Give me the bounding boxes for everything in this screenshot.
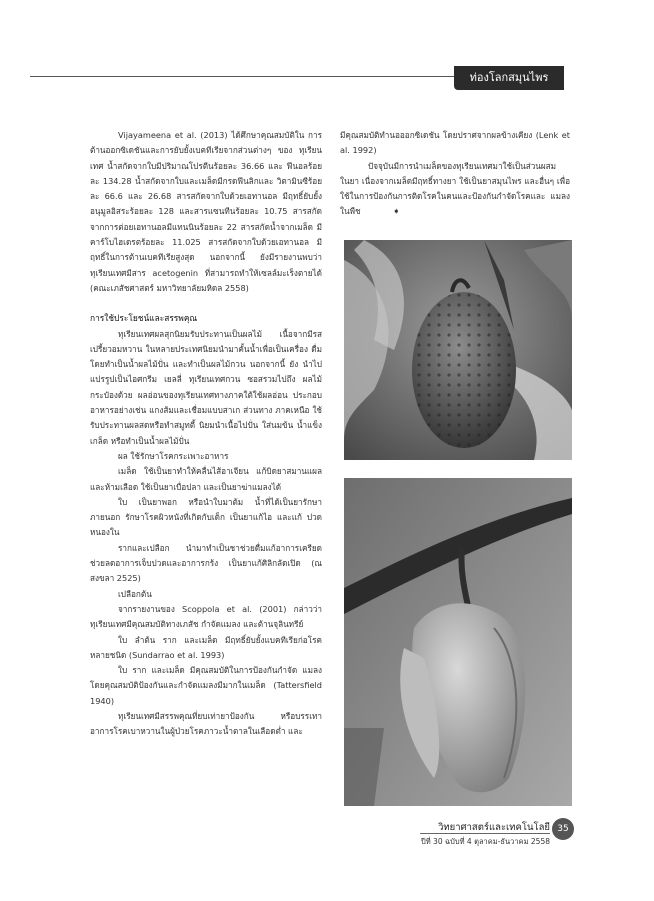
paragraph-uses: ทุเรียนเทศผลสุกนิยมรับประทานเป็นผลไม้ เนื้อจากมีรส เปรี้ยวอมหวาน ในหลายประเทศนิยมนำมาคั้นน้ำเพื่อเป็นเครื่อง ดื่ม โดยทำเป็นน้ำผลไม้ปั่น และทำเป็นผลไม้กวน นอกจากนี้ ยัง นำไปแปรรูปเป็นไอศกรีม เยลลี่ ทุเรียนเทศกวน ซอสรวมไปถึง ผลไม้กระป๋องด้วย ผลอ่อนของทุเรียนเทศทางภาคใต้ใช้ผลอ่อน ประกอบอาหารอย่างเช่น แกงส้มและเชื่อมแบบสาเก ส่วนทาง ภาคเหนือ ใช้รับประทานผลสดหรือทำสมูทตี้ นิยมนำเนื้อไปปั่น ใส่นมข้น น้ำแข็งเกล็ด หรือทำเป็นน้ำผลไม้ปั่น	[90, 328, 322, 446]
right-column	[340, 128, 570, 221]
flower-illustration	[344, 478, 572, 806]
paragraph-diabetes: ทุเรียนเทศมีสรรพคุณที่ยบเท่ายาป้องกัน หรือบรรเทา อาการโรคเบาหวานในผู้ป่วยโรคภาวะน้ำตาลในเลือดต่ำ และ	[90, 710, 322, 737]
paragraph-continued: มีคุณสมบัติทำนอออกซิเดชัน โดยปราศจากผลข้างเคียง (Lenk et al. 1992)	[340, 130, 570, 156]
paragraph-scoppola: จากรายงานของ Scoppola et al. (2001) กล่าวว่า ทุเรียนเทศมีคุณสมบัติทางเภสัช กำจัดแมลง และต้านจุลินทรีย์	[90, 603, 322, 630]
paragraph-tattersfield: ใบ ราก และเมล็ด มีคุณสมบัติในการป้องกันกำจัด แมลง โดยคุณสมบัติป้องกันและกำจัดแมลงมีมากในเมล็ด (Tattersfield 1940)	[90, 665, 322, 706]
paragraph-current-use: ปัจจุบันมีการนำเมล็ดของทุเรียนเทศมาใช้เป็นส่วนผสม ในยา เนื่องจากเมล็ดมีฤทธิ์ทางยา ใช้เป็นยาสมุนไพร และอื่นๆ เพื่อใช้ในการป้องกันการติดโรคในคนและป้องกันกำจัดโรคและ แมลงในพืช	[340, 160, 570, 217]
section-tab: ท่องโลกสมุนไพร	[454, 66, 564, 90]
paragraph-research: Vijayameena et al. (2013) ได้ศึกษาคุณสมบัติใน การต้านออกซิเดชันและการยับยั้งเบคทีเรียจากส่วนต่างๆ ของ ทุเรียนเทศ น้ำสกัดจากใบมีปริมาณโปรตีนร้อยละ 36.66 และ ฟีนอลร้อยละ 134.28 น้ำสกัดจากใบและเมล็ดมีกรดฟีนลิกและ วิตามินซีร้อยละ 66.6 และ 26.68 สารสกัดจากใบด้วยเอทานอล มีฤทธิ์ยับยั้งอนุมูลอิสระร้อยละ 128 และสารแซนทีนร้อยละ 10.75 สารสกัด จากการต่อยเอทานอลมีแทนนินร้อยละ 22 สารสกัดน้ำจากเมล็ด มีคาร์โบไฮเดรตร้อยละ 11.025 สารสกัดจากใบด้วยเอทานอล มีฤทธิ์ในการต้านเบคทีเรียสูงสุด นอกจากนี้ ยังมีรายงานพบว่า ทุเรียนเทศมีสาร acetogenin ที่สามารถทำให้เซลล์มะเร็งตายได้ (คณะเภสัชศาสตร์ มหาวิทยาลัยมหิดล 2558)	[90, 130, 322, 293]
soursop-fruit-photo	[344, 240, 572, 460]
left-column	[90, 128, 322, 740]
journal-title: วิทยาศาสตร์และเทคโนโลยี	[438, 822, 550, 833]
paragraph-sundarrao: ใบ ลำต้น ราก และเมล็ด มีฤทธิ์ยับยั้งแบคทีเรียก่อโรค หลายชนิด (Sundarrao et al. 1993)	[90, 634, 322, 660]
paragraph-fruit: ผล ใช้รักษาโรคกระเพาะอาหาร	[118, 450, 229, 461]
paragraph-seed: เมล็ด ใช้เป็นยาทำให้คลื่นไส้อาเจียน แก้บิดยาสมานแผล และห้ามเลือด ใช้เป็นยาเบื่อปลา และเป็นยาฆ่าแมลงได้	[90, 466, 322, 492]
section-heading: การใช้ประโยชน์และสรรพคุณ	[90, 313, 198, 324]
paragraph-root: รากและเปลือก นำมาทำเป็นชาช่วยดื่มแก้อาการเครียด ช่วยลดอาการเจ็บปวดและอาการกร้ง เป็นยาแก้ศิลิกลัดเปิด (ณ สงขลา 2525)	[90, 542, 322, 584]
paragraph-leaf: ใบ เป็นยาพอก หรือนำใบมาต้ม น้ำที่ได้เป็นยารักษา ภายนอก รักษาโรคผิวหนังที่เกิดกับเด็ก เป็นยาแก้ไอ และแก้ ปวดหนองใน	[90, 496, 322, 538]
footer-rule	[420, 833, 550, 834]
header-rule	[30, 76, 454, 77]
soursop-flower-photo	[344, 478, 572, 806]
end-arrow-icon: ➧	[392, 207, 401, 218]
page-number-badge: 35	[552, 818, 574, 840]
issue-info: ปีที่ 30 ฉบับที่ 4 ตุลาคม-ธันวาคม 2558	[420, 837, 550, 846]
fruit-illustration	[344, 240, 572, 460]
paragraph-bark: เปลือกต้น	[118, 588, 152, 599]
